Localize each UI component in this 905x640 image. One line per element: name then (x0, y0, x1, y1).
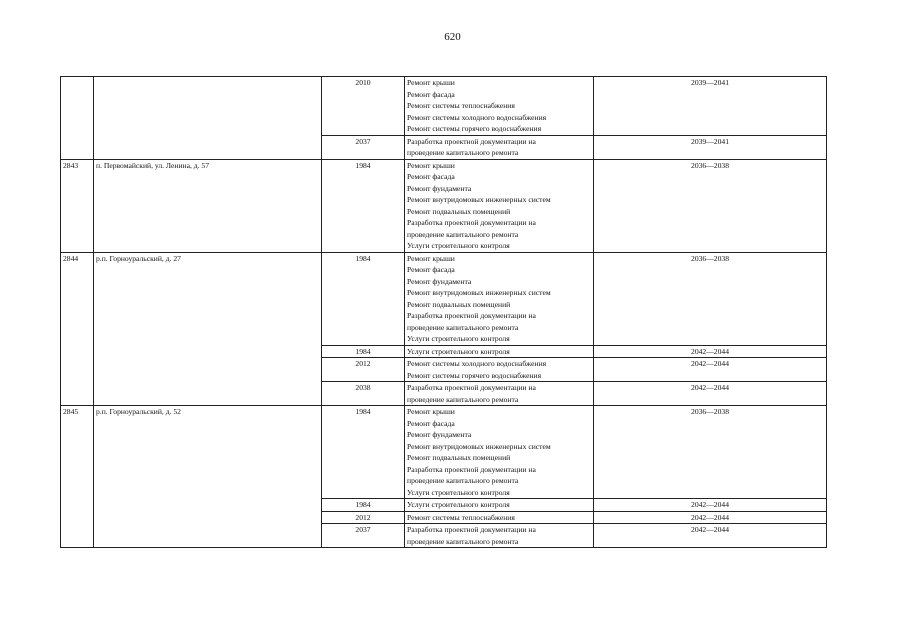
building-number-cell (61, 77, 94, 160)
work-item: Ремонт внутридомовых инженерных систем (407, 441, 551, 451)
work-item: Услуги строительного контроля (407, 334, 510, 343)
work-item: проведение капитального ремонта (407, 322, 519, 332)
period-cell: 2039—2041 (594, 135, 827, 159)
work-item: проведение капитального ремонта (407, 536, 519, 546)
year-cell: 2038 (322, 382, 405, 406)
work-item: проведение капитального ремонта (407, 476, 519, 485)
work-item: Услуги строительного контроля (407, 500, 510, 509)
work-item: Услуги строительного контроля (407, 241, 510, 250)
period-cell: 2042—2044 (594, 382, 827, 406)
works-cell (405, 159, 594, 252)
work-item: проведение капитального ремонта (407, 148, 519, 157)
work-item: Ремонт системы холодного водоснабжения (407, 112, 547, 122)
table-row (61, 159, 827, 252)
work-item: Ремонт крыши (407, 160, 455, 170)
period-cell: 2042—2044 (594, 524, 827, 548)
works-cell (405, 524, 594, 548)
work-item: Ремонт крыши (407, 407, 455, 416)
work-item: Ремонт подвальных помещений (407, 453, 511, 462)
work-item: Разработка проектной документации на (407, 525, 536, 534)
work-item: Ремонт фундамента (407, 276, 472, 286)
year-cell: 1984 (322, 252, 405, 345)
year-cell: 2037 (322, 524, 405, 548)
building-number-cell: 2844 (61, 252, 94, 406)
work-item: Ремонт системы теплоснабжения (407, 101, 515, 110)
work-item: Ремонт системы холодного водоснабжения (407, 359, 547, 368)
work-item: Услуги строительного контроля (407, 487, 510, 497)
work-item: Ремонт фасада (407, 265, 455, 274)
table-body (61, 77, 827, 548)
page-number: 620 (444, 31, 461, 43)
period-cell: 2042—2044 (594, 511, 827, 524)
table-row (61, 252, 827, 345)
work-item: Разработка проектной документации на (407, 383, 536, 392)
works-cell (405, 406, 594, 499)
work-item: Ремонт подвальных помещений (407, 299, 511, 309)
work-item: Ремонт внутридомовых инженерных систем (407, 195, 551, 204)
period-cell: 2036—2038 (594, 252, 827, 345)
works-cell (405, 511, 594, 524)
capital-repair-table (60, 76, 827, 548)
year-cell: 2037 (322, 135, 405, 159)
period-cell: 2036—2038 (594, 406, 827, 499)
work-item: Ремонт системы горячего водоснабжения (407, 124, 542, 133)
year-cell: 2012 (322, 511, 405, 524)
work-item: Ремонт крыши (407, 253, 455, 263)
period-cell: 2042—2044 (594, 499, 827, 512)
works-cell (405, 358, 594, 382)
period-cell: 2036—2038 (594, 159, 827, 252)
work-item: Разработка проектной документации на (407, 136, 536, 146)
works-cell (405, 77, 594, 136)
period-cell: 2042—2044 (594, 358, 827, 382)
work-item: Ремонт фасада (407, 172, 455, 181)
work-item: Ремонт фундамента (407, 430, 472, 439)
year-cell: 2010 (322, 77, 405, 136)
work-item: Ремонт фасада (407, 418, 455, 428)
works-cell (405, 499, 594, 512)
building-number-cell: 2845 (61, 406, 94, 548)
work-item: проведение капитального ремонта (407, 394, 519, 404)
table-row (61, 406, 827, 499)
works-cell (405, 345, 594, 358)
work-item: Разработка проектной документации на (407, 311, 536, 320)
work-item: Ремонт подвальных помещений (407, 206, 511, 216)
work-item: Ремонт внутридомовых инженерных систем (407, 288, 551, 297)
work-item: Ремонт крыши (407, 78, 455, 87)
period-cell: 2042—2044 (594, 345, 827, 358)
work-item: Разработка проектной документации на (407, 218, 536, 227)
year-cell: 1984 (322, 345, 405, 358)
building-number-cell: 2843 (61, 159, 94, 252)
work-item: Ремонт системы горячего водоснабжения (407, 370, 542, 380)
works-cell (405, 252, 594, 345)
table-row (61, 77, 827, 136)
work-item: Разработка проектной документации на (407, 464, 536, 474)
period-cell: 2039—2041 (594, 77, 827, 136)
work-item: Ремонт фундамента (407, 183, 472, 193)
works-cell (405, 382, 594, 406)
work-item: Ремонт системы теплоснабжения (407, 512, 515, 522)
address-cell: п. Первомайский, ул. Ленина, д. 57 (94, 159, 322, 252)
address-cell (94, 77, 322, 160)
address-cell: р.п. Горноуральский, д. 52 (94, 406, 322, 548)
address-cell: р.п. Горноуральский, д. 27 (94, 252, 322, 406)
work-item: Услуги строительного контроля (407, 346, 510, 356)
works-cell (405, 135, 594, 159)
work-item: проведение капитального ремонта (407, 229, 519, 239)
year-cell: 1984 (322, 159, 405, 252)
year-cell: 1984 (322, 406, 405, 499)
year-cell: 1984 (322, 499, 405, 512)
work-item: Ремонт фасада (407, 89, 455, 99)
year-cell: 2012 (322, 358, 405, 382)
